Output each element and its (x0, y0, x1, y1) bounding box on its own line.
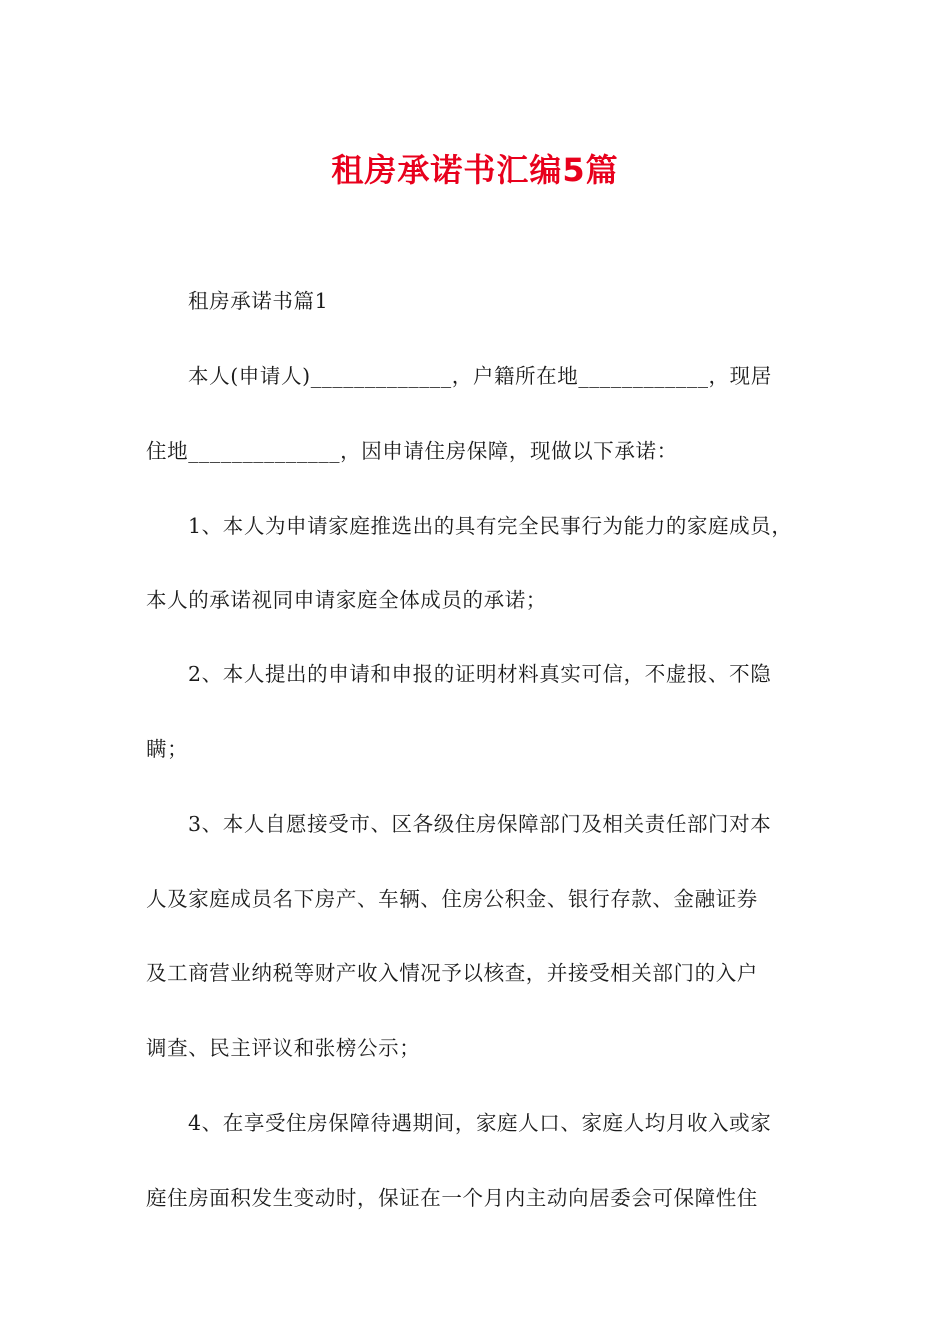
paragraph-line: 本人的承诺视同申请家庭全体成员的承诺； (146, 588, 547, 612)
document-title: 租房承诺书汇编5篇 (331, 151, 619, 189)
paragraph-line: 3、本人自愿接受市、区各级住房保障部门及相关责任部门对本 (188, 812, 772, 836)
paragraph-line: 2、本人提出的申请和申报的证明材料真实可信，不虚报、不隐 (188, 662, 772, 686)
paragraph-line: 住地______________，因申请住房保障，现做以下承诺： (146, 439, 678, 463)
paragraph-line: 调查、民主评议和张榜公示； (146, 1036, 421, 1060)
paragraph-line: 及工商营业纳税等财产收入情况予以核查，并接受相关部门的入户 (146, 961, 758, 985)
paragraph-line: 1、本人为申请家庭推选出的具有完全民事行为能力的家庭成员， (188, 514, 793, 538)
paragraph-line: 人及家庭成员名下房产、车辆、住房公积金、银行存款、金融证券 (146, 887, 758, 911)
paragraph-line: 庭住房面积发生变动时，保证在一个月内主动向居委会可保障性住 (146, 1186, 758, 1210)
paragraph-line: 本人(申请人)_____________，户籍所在地____________，现居 (188, 364, 772, 388)
section-heading: 租房承诺书篇1 (188, 289, 329, 313)
paragraph-line: 4、在享受住房保障待遇期间，家庭人口、家庭人均月收入或家 (188, 1111, 772, 1135)
paragraph-line: 瞒； (146, 737, 189, 761)
